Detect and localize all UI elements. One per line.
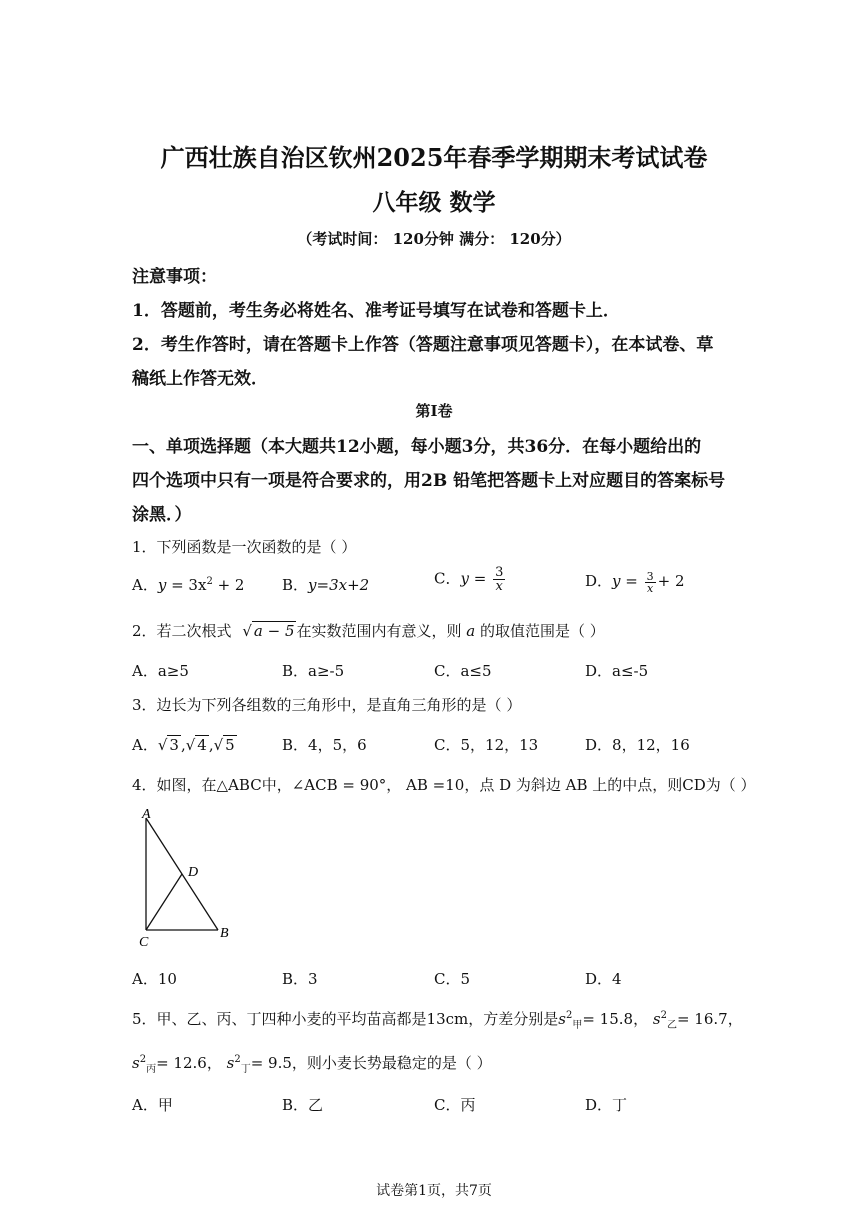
question-5-option-d: D．丁	[585, 1096, 628, 1114]
question-3-option-a: A．√ 3 ,√ 4 ,√ 5	[132, 736, 235, 754]
question-5-option-a: A．甲	[132, 1096, 173, 1114]
question-5-option-c: C．丙	[434, 1096, 476, 1114]
label-a: A	[142, 807, 151, 822]
exam-subtitle: 八年级 数学	[372, 189, 496, 216]
question-2-option-a: A．a≥5	[132, 662, 189, 680]
question-3-stem: 3．边长为下列各组数的三角形中，是直角三角形的是（ ）	[132, 696, 522, 714]
question-1-option-c: C．y = $\frac{3}{x}$	[434, 565, 504, 594]
triangle-figure	[130, 806, 240, 948]
question-4-option-a: A．10	[132, 970, 177, 988]
section-1-line-3: 涂黑．）	[132, 505, 192, 525]
label-d: D	[188, 865, 199, 880]
fraction: $\frac{3}{x}$	[646, 569, 654, 595]
fraction: $\frac{3}{x}$	[495, 565, 504, 594]
notes-heading: 注意事项：	[132, 267, 217, 287]
label-c: C	[139, 935, 149, 948]
question-3-option-d: D．8，12，16	[585, 736, 690, 754]
question-5-option-b: B．乙	[282, 1096, 324, 1114]
question-4-stem: 4．如图，在△ABC中，∠ACB = 90°， AB =10，点 D 为斜边 AB 上的中点，则CD为（ ）	[132, 776, 756, 794]
part-title: 第I卷	[415, 402, 453, 420]
question-5-line-2: $s^2_丙= 12.6$， $s^2_丁= 9.5$，则小麦长势最稳定的是（ ）	[132, 1054, 492, 1075]
segment-cd	[146, 874, 182, 930]
question-5-line-1: 5．甲、乙、丙、丁四种小麦的平均苗高都是13cm，方差分别是$s^2_甲= 15.8$， $s^2_乙= 16.7$，	[132, 1010, 743, 1031]
question-2-option-d: D．a≤-5	[585, 662, 649, 680]
question-2-stem: 2．若二次根式 √ a − 5 在实数范围内有意义，则 a 的取值范围是（ ）	[132, 622, 605, 640]
section-1-line-2: 四个选项中只有一项是符合要求的，用2B 铅笔把答题卡上对应题目的答案标号	[132, 471, 726, 491]
question-1-option-b: B．y=3x+2	[282, 576, 370, 594]
notes-item-2-line-1: 2．考生作答时，请在答题卡上作答（答题注意事项见答题卡），在本试卷、草	[132, 335, 714, 355]
question-4-option-b: B．3	[282, 970, 318, 988]
question-4-option-d: D．4	[585, 970, 622, 988]
notes-item-1: 1．答题前，考生务必将姓名、准考证号填写在试卷和答题卡上．	[132, 301, 620, 321]
question-1-option-d: D．y = $\frac{3}{x}$ + 2	[585, 569, 685, 595]
question-3-option-b: B．4，5，6	[282, 736, 367, 754]
question-1-stem: 1．下列函数是一次函数的是（ ）	[132, 538, 357, 556]
page-footer: 试卷第1页，共7页	[376, 1183, 492, 1199]
question-2-option-c: C．a≤5	[434, 662, 492, 680]
label-b: B	[220, 926, 229, 941]
section-1-line-1: 一、单项选择题（本大题共12小题，每小题3分，共36分．在每小题给出的	[132, 437, 702, 457]
notes-item-2-line-2: 稿纸上作答无效．	[132, 369, 268, 389]
question-2-option-b: B．a≥-5	[282, 662, 345, 680]
question-4-option-c: C．5	[434, 970, 471, 988]
exam-title: 广西壮族自治区钦州2025年春季学期期末考试试卷	[160, 143, 708, 172]
exam-info: （考试时间： 120分钟 满分： 120分）	[297, 230, 571, 248]
question-3-option-c: C．5，12，13	[434, 736, 539, 754]
question-1-option-a: A．$y = 3x^2 + 2$	[132, 576, 245, 594]
